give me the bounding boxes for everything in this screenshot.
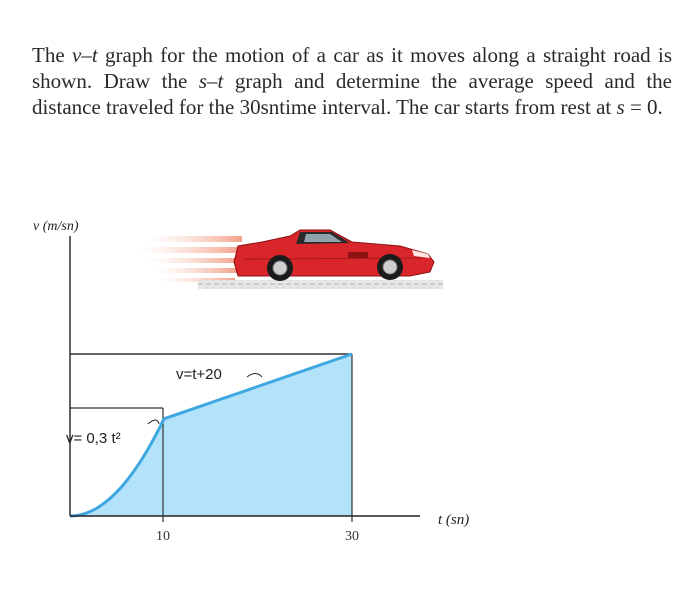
s-symbol-1: s	[198, 69, 208, 93]
t-symbol-1: t	[91, 43, 98, 67]
car-illustration	[140, 230, 443, 289]
text-part-4: time interval. The car starts from rest at	[279, 95, 617, 119]
car-rear-rim	[273, 261, 287, 275]
text-part-1: The	[32, 43, 72, 67]
text-part-2: graph for the motion of a car as it moves along a straight road is shown. Draw the	[32, 43, 672, 93]
x-axis-label: t (sn)	[438, 512, 470, 528]
v-symbol: v	[72, 43, 82, 67]
road-surface	[198, 280, 443, 289]
label-parabola-pointer	[148, 420, 159, 424]
y-axis-label: v (m/sn)	[33, 219, 79, 234]
car-front-rim	[383, 260, 397, 274]
tick-label-10: 10	[156, 529, 170, 544]
label-parabola: v= 0,3 t²	[66, 430, 121, 447]
tick-label-30: 30	[345, 529, 359, 544]
text-part-5: = 0.	[624, 95, 663, 119]
label-linear-pointer	[247, 374, 262, 378]
text-part-3: graph and determine the average speed and the distance traveled for the 30	[32, 69, 672, 119]
t-symbol-2: t	[217, 69, 224, 93]
seconds-unit: sn	[260, 95, 280, 119]
label-linear: v=t+20	[176, 366, 222, 383]
s-symbol-2: s	[616, 95, 625, 119]
car-side-vent	[348, 252, 368, 258]
dash-1: –	[81, 43, 92, 67]
dash-2: –	[207, 69, 218, 93]
speed-streaks	[140, 236, 242, 282]
